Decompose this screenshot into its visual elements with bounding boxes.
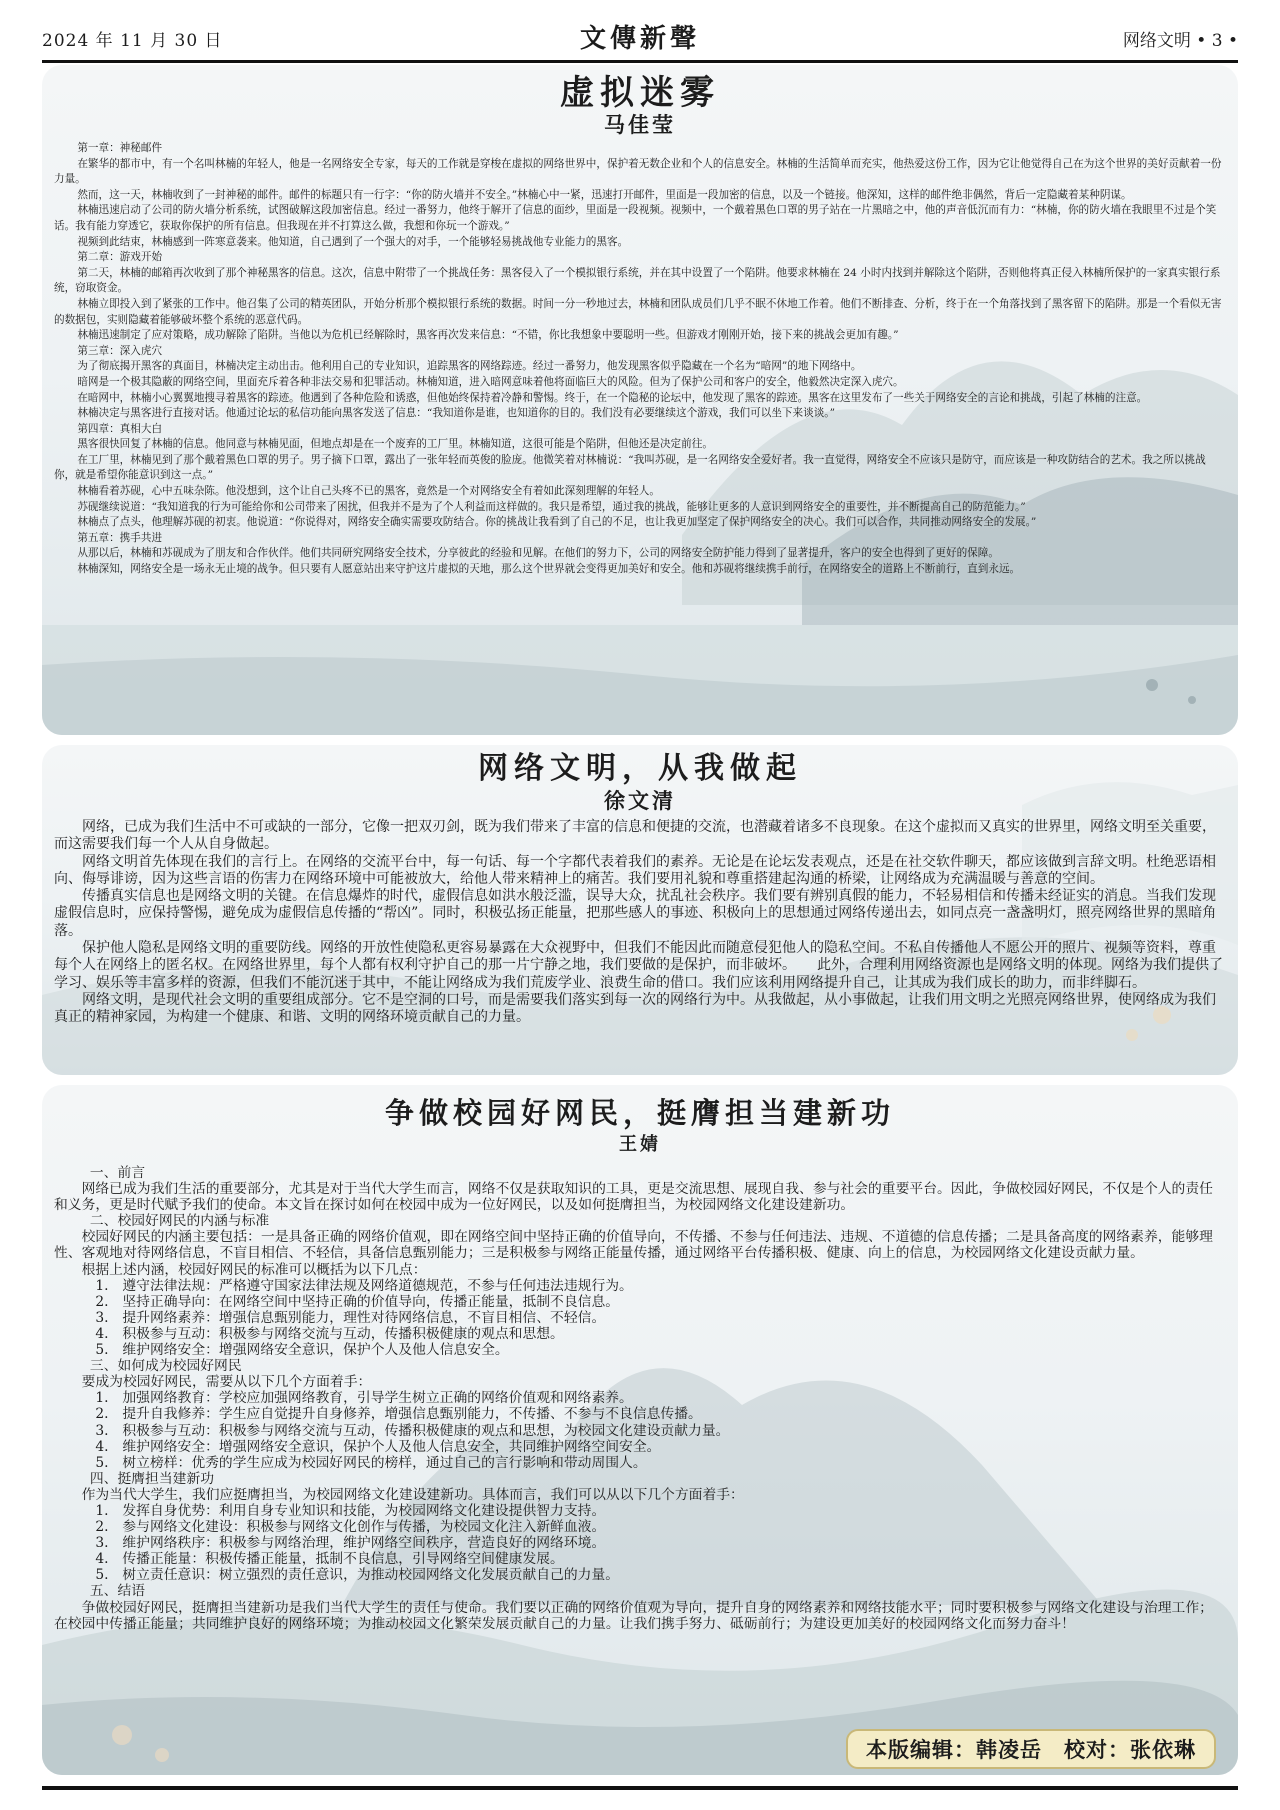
paragraph: 从那以后，林楠和苏砚成为了朋友和合作伙伴。他们共同研究网络安全技术，分享彼此的经验和见解。在他们的努力下，公司的网络安全防护能力得到了显著提升，客户的安全也得到了更好的保障。: [77, 547, 999, 560]
article-body: [42, 137, 1238, 578]
section-heading: 三、如何成为校园好网民: [89, 1358, 242, 1375]
paragraph: 在繁华的都市中，有一个名叫林楠的年轻人，他是一名网络安全专家，每天的工作就是穿梭在虚拟的网络世界中，保护着无数企业和个人的信息安全。林楠的生活简单而充实，他热爱这份工作，因为它让他觉得自己在为这个世界的美好贡献着一份力量。: [54, 157, 1222, 186]
article-body: [42, 1157, 1238, 1632]
article-panel-1: [42, 65, 1238, 735]
article-title: 虚拟迷雾: [560, 73, 720, 113]
paragraph: 林楠决定与黑客进行直接对话。他通过论坛的私信功能向黑客发送了信息：“我知道你是谁，也知道你的目的。我们没有必要继续这个游戏，我们可以坐下来谈谈。”: [77, 407, 835, 420]
list-item: 5. 树立责任意识：树立强烈的责任意识，为推动校园网络文化发展贡献自己的力量。: [95, 1567, 620, 1584]
chapter-heading: 第四章：真相大白: [77, 422, 163, 435]
paragraph: 根据上述内涵，校园好网民的标准可以概括为以下几点：: [81, 1261, 427, 1278]
chapter-heading: 第五章：携手共进: [77, 531, 163, 544]
section-heading: 二、校园好网民的内涵与标准: [89, 1213, 270, 1230]
list-item: 3. 积极参与互动：积极参与网络交流与互动，传播积极健康的观点和思想，为校园文化建设贡献力量。: [95, 1422, 730, 1439]
paragraph: 林楠深知，网络安全是一场永无止境的战争。但只要有人愿意站出来守护这片虚拟的天地，那么这个世界就会变得更加美好和安全。他和苏砚将继续携手前行，在网络安全的道路上不断前行，直到永远。: [77, 563, 1021, 576]
list-item: 3. 提升网络素养：增强信息甄别能力，理性对待网络信息，不盲目相信、不轻信。: [95, 1309, 606, 1326]
chapter-heading: 第三章：深入虎穴: [77, 344, 163, 357]
list-item: 3. 维护网络秩序：积极参与网络治理，维护网络空间秩序，营造良好的网络环境。: [95, 1535, 606, 1552]
article-panel-3: [42, 1085, 1238, 1775]
paragraph: 林楠迅速启动了公司的防火墙分析系统，试图破解这段加密信息。经过一番努力，他终于解开了信息的面纱，里面是一段视频。视频中，一个戴着黑色口罩的男子站在一片黑暗之中，他的声音低沉而有力：“林楠，你的防火墙在我眼里不过是个笑话。我有能力穿透它，获取你保护的所有信息。但我现在并不打算这么做，我想和你玩一个游戏。”: [54, 204, 1217, 232]
section-heading: 四、挺膺担当建新功: [89, 1470, 215, 1487]
list-item: 5. 树立榜样：优秀的学生应成为校园好网民的榜样，通过自己的言行影响和带动周围人。: [95, 1454, 647, 1471]
paragraph: 作为当代大学生，我们应挺膺担当，为校园网络文化建设建新功。具体而言，我们可以从以下几个方面着手：: [81, 1486, 744, 1503]
article-body: [42, 813, 1238, 1027]
header-divider: [42, 60, 1238, 63]
paragraph: 要成为校园好网民，需要从以下几个方面着手：: [81, 1374, 372, 1391]
list-item: 4. 传播正能量：积极传播正能量，抵制不良信息，引导网络空间健康发展。: [95, 1551, 564, 1568]
paragraph: 传播真实信息也是网络文明的关键。在信息爆炸的时代，虚假信息如洪水般泛滥，误导大众，扰乱社会秩序。我们要有辨别真假的能力，不轻易相信和传播未经证实的消息。当我们发现虚假信息时，应保持警惕，避免成为虚假信息传播的“帮凶”。同时，积极弘扬正能量，把那些感人的事迹、积极向上的思想通过网络传递出去，如同点亮一盏盏明灯，照亮网络世界的黑暗角落。: [54, 888, 1217, 939]
paragraph: 视频到此结束，林楠感到一阵寒意袭来。他知道，自己遇到了一个强大的对手，一个能够轻易挑战他专业能力的黑客。: [77, 235, 629, 248]
paragraph: 然而，这一天，林楠收到了一封神秘的邮件。邮件的标题只有一行字：“你的防火墙并不安全。”林楠心中一紧，迅速打开邮件，里面是一段加密的信息，以及一个链接。他深知，这样的邮件绝非偶然，背后一定隐藏着某种阴谋。: [77, 188, 1132, 201]
section-heading: 五、结语: [89, 1583, 146, 1600]
editor-credit-box: 本版编辑：韩凌岳 校对：张依琳: [846, 1729, 1216, 1769]
article-title: 网络文明，从我做起: [478, 751, 802, 786]
page-header: [42, 18, 1238, 56]
paragraph: 网络文明，是现代社会文明的重要组成部分。它不是空洞的口号，而是需要我们落实到每一次的网络行为中。从我做起，从小事做起，让我们用文明之光照亮网络世界，使网络成为我们真正的精神家园，为构建一个健康、和谐、文明的网络环境贡献自己的力量。: [54, 991, 1216, 1026]
list-item: 2. 坚持正确导向：在网络空间中坚持正确的价值导向，传播正能量，抵制不良信息。: [95, 1293, 620, 1310]
paragraph: 林楠看着苏砚，心中五味杂陈。他没想到，这个让自己头疼不已的黑客，竟然是一个对网络安全有着如此深刻理解的年轻人。: [77, 485, 660, 498]
paragraph: 暗网是一个极其隐蔽的网络空间，里面充斥着各种非法交易和犯罪活动。林楠知道，进入暗网意味着他将面临巨大的风险。但为了保护公司和客户的安全，他毅然决定深入虎穴。: [77, 375, 904, 388]
chapter-heading: 第二章：游戏开始: [77, 251, 163, 264]
footer-divider: [42, 1786, 1238, 1790]
article-author: 徐文清: [604, 788, 676, 813]
paragraph: 在暗网中，林楠小心翼翼地搜寻着黑客的踪迹。他遇到了各种危险和诱惑，但他始终保持着冷静和警惕。终于，在一个隐秘的论坛中，他发现了黑客的踪迹。黑客在这里发布了一些关于网络安全的言论和挑战，引起了林楠的注意。: [77, 391, 1148, 404]
issue-date: 2024 年 11 月 30 日: [42, 31, 223, 51]
paragraph: 苏砚继续说道：“我知道我的行为可能给你和公司带来了困扰，但我并不是为了个人利益而这样做的。我只是希望，通过我的挑战，能够让更多的人意识到网络安全的重要性，并不断提高自己的防范能力。”: [77, 500, 1026, 513]
section-page-label: 网络文明 • 3 •: [1122, 31, 1238, 51]
paragraph: 林楠迅速制定了应对策略，成功解除了陷阱。当他以为危机已经解除时，黑客再次发来信息：“不错，你比我想象中要聪明一些。但游戏才刚刚开始，接下来的挑战会更加有趣。”: [77, 329, 899, 342]
list-item: 1. 遵守法律法规：严格遵守国家法律法规及网络道德规范，不参与任何违法违规行为。: [95, 1277, 633, 1294]
article-panel-2: [42, 745, 1238, 1075]
paragraph: 网络已成为我们生活的重要部分，尤其是对于当代大学生而言，网络不仅是获取知识的工具，更是交流思想、展现自我、参与社会的重要平台。因此，争做校园好网民，不仅是个人的责任和义务，更是时代赋予我们的使命。本文旨在探讨如何在校园中成为一位好网民，以及如何挺膺担当，为校园网络文化建设建新功。: [54, 1181, 1213, 1214]
paragraph: 校园好网民的内涵主要包括：一是具备正确的网络价值观，即在网络空间中坚持正确的价值导向，不传播、不参与任何违法、违规、不道德的信息传播；二是具备高度的网络素养，能够理性、客观地对待网络信息，不盲目相信、不轻信，具备信息甄别能力；三是积极参与网络正能量传播，通过网络平台传播积极、健康、向上的信息，为校园网络文化建设贡献力量。: [54, 1229, 1213, 1262]
paragraph: 网络文明首先体现在我们的言行上。在网络的交流平台中，每一句话、每一个字都代表着我们的素养。无论是在论坛发表观点，还是在社交软件聊天，都应该做到言辞文明。杜绝恶语相向、侮辱诽谤，因为这些言语的伤害力在网络环境中可能被放大，给他人带来精神上的痛苦。我们要用礼貌和尊重搭建起沟通的桥梁，让网络成为充满温暖与善意的空间。: [54, 853, 1216, 887]
paragraph: 林楠点了点头，他理解苏砚的初衷。他说道：“你说得对，网络安全确实需要攻防结合。你的挑战让我看到了自己的不足，也让我更加坚定了保护网络安全的决心。我们可以合作，共同推动网络安全的发展。”: [77, 516, 1037, 529]
section-heading: 一、前言: [89, 1165, 146, 1181]
newspaper-masthead: 文傳新聲: [579, 24, 700, 54]
paragraph: 争做校园好网民，挺膺担当建新功是我们当代大学生的责任与使命。我们要以正确的网络价值观为导向，提升自身的网络素养和网络技能水平；同时要积极参与网络文化建设与治理工作；在校园中传播正能量；共同维护良好的网络环境；为推动校园文化繁荣发展贡献自己的力量。让我们携手努力、砥砺前行；为建设更加美好的校园网络文化而努力奋斗！: [54, 1599, 1213, 1632]
paragraph: 网络，已成为我们生活中不可或缺的一部分，它像一把双刃剑，既为我们带来了丰富的信息和便捷的交流，也潜藏着诸多不良现象。在这个虚拟而又真实的世界里，网络文明至关重要，而这需要我们每一个人从自身做起。: [54, 819, 1216, 853]
article-title: 争做校园好网民，挺膺担当建新功: [384, 1096, 895, 1130]
list-item: 2. 参与网络文化建设：积极参与网络文化创作与传播，为校园文化注入新鲜血液。: [95, 1519, 606, 1536]
paragraph: 黑客很快回复了林楠的信息。他同意与林楠见面，但地点却是在一个废弃的工厂里。林楠知道，这很可能是个陷阱，但他还是决定前往。: [77, 438, 713, 451]
paragraph: 林楠立即投入到了紧张的工作中。他召集了公司的精英团队，开始分析那个模拟银行系统的数据。时间一分一秒地过去，林楠和团队成员们几乎不眠不休地工作着。他们不断排查、分析，终于在一个角落找到了黑客留下的陷阱。那是一个看似无害的数据包，实则隐藏着能够破坏整个系统的恶意代码。: [54, 297, 1222, 326]
list-item: 5. 维护网络安全：增强网络安全意识，保护个人及他人信息安全。: [95, 1342, 509, 1359]
chapter-heading: 第一章：神秘邮件: [77, 142, 163, 154]
list-item: 4. 维护网络安全：增强网络安全意识，保护个人及他人信息安全，共同维护网络空间安全。: [95, 1438, 661, 1455]
paragraph: 为了彻底揭开黑客的真面目，林楠决定主动出击。他利用自己的专业知识，追踪黑客的网络踪迹。经过一番努力，他发现黑客似乎隐藏在一个名为“暗网”的地下网络中。: [77, 360, 862, 373]
article-author: 王婧: [619, 1134, 661, 1155]
article-author: 马佳莹: [604, 112, 676, 137]
paragraph: 保护他人隐私是网络文明的重要防线。网络的开放性使隐私更容易暴露在大众视野中，但我们不能因此而随意侵犯他人的隐私空间。不私自传播他人不愿公开的照片、视频等资料，尊重每个人在网络上的匿名权。在网络世界里，每个人都有权利守护自己的那一片宁静之地，我们要做的是保护，而非破坏。 此外，合理利用网络资源也是网络文明的体现。网络为我们提供了学习、娱乐等丰富多样的资源，但我们不能沉迷于其中，不能让网络成为我们荒废学业、浪费生命的借口。我们应该利用网络提升自己，让其成为我们成长的助力，而非绊脚石。: [54, 940, 1223, 991]
list-item: 1. 加强网络教育：学校应加强网络教育，引导学生树立正确的网络价值观和网络素养。: [95, 1390, 633, 1407]
paragraph: 第二天，林楠的邮箱再次收到了那个神秘黑客的信息。这次，信息中附带了一个挑战任务：黑客侵入了一个模拟银行系统，并在其中设置了一个陷阱。他要求林楠在 24 小时内找到并解除这个陷阱，否则他将真正侵入林楠所保护的一家真实银行系统，窃取资金。: [54, 266, 1221, 295]
list-item: 1. 发挥自身优势：利用自身专业知识和技能，为校园网络文化建设提供智力支持。: [95, 1502, 606, 1519]
list-item: 2. 提升自我修养：学生应自觉提升自身修养，增强信息甄别能力，不传播、不参与不良信息传播。: [95, 1406, 702, 1423]
list-item: 4. 积极参与互动：积极参与网络交流与互动，传播积极健康的观点和思想。: [95, 1325, 564, 1342]
paragraph: 在工厂里，林楠见到了那个戴着黑色口罩的男子。男子摘下口罩，露出了一张年轻而英俊的脸庞。他微笑着对林楠说：“我叫苏砚，是一名网络安全爱好者。我一直觉得，网络安全不应该只是防守，而应该是一种攻防结合的艺术。我之所以挑战你，就是希望你能意识到这一点。”: [54, 453, 1206, 482]
